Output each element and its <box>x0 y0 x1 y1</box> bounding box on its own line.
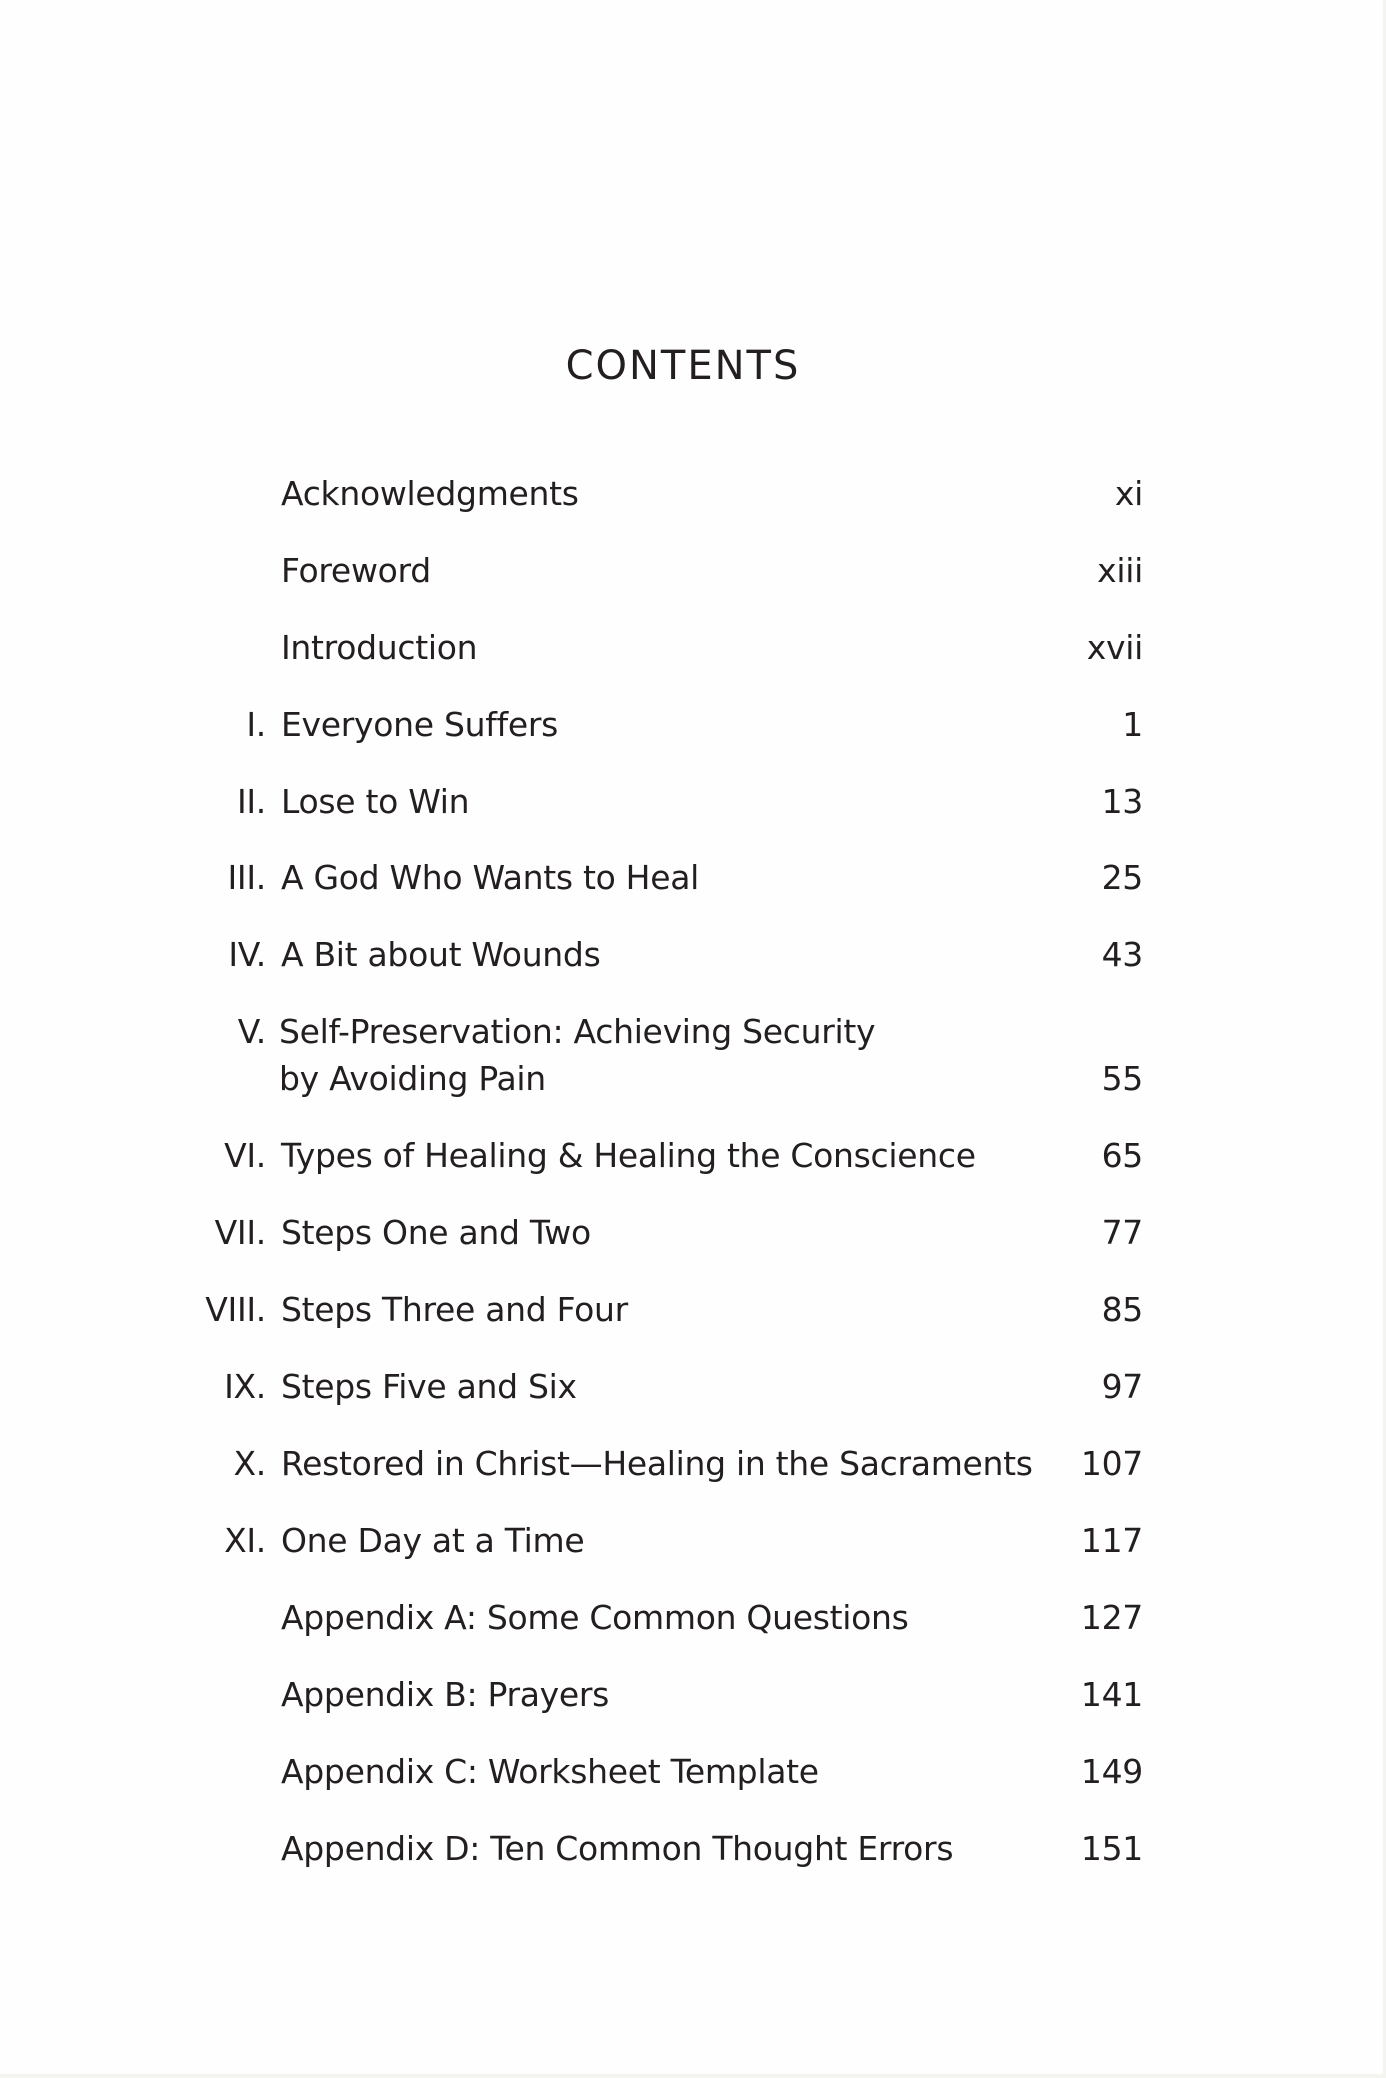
entry-title: Appendix A: Some Common Questions <box>281 1598 909 1637</box>
page-number: xvii <box>1086 628 1143 667</box>
entry-title: Everyone Suffers <box>281 705 559 744</box>
page-number: 65 <box>1101 1136 1143 1175</box>
page-number: 149 <box>1080 1752 1143 1791</box>
entry-title: Steps Three and Four <box>281 1290 628 1329</box>
entry-title: A Bit about Wounds <box>281 935 601 974</box>
entry-title: Foreword <box>281 551 431 590</box>
chapter-number: III. <box>227 858 266 897</box>
page-number: 85 <box>1101 1290 1143 1329</box>
entry-title: Acknowledgments <box>281 474 579 513</box>
chapter-number: IX. <box>224 1367 266 1406</box>
entry-title: Appendix C: Worksheet Template <box>281 1752 819 1791</box>
chapter-number: XI. <box>224 1521 266 1560</box>
chapter-number: VI. <box>224 1136 266 1175</box>
entry-title: Types of Healing & Healing the Conscience <box>281 1136 976 1175</box>
entry-title: Restored in Christ—Healing in the Sacraments <box>281 1444 1033 1483</box>
entry-title-line-2: by Avoiding Pain <box>279 1059 546 1098</box>
entry-title: Appendix D: Ten Common Thought Errors <box>281 1829 954 1868</box>
chapter-number: II. <box>236 782 266 821</box>
page-number: 43 <box>1101 935 1143 974</box>
page-number: 1 <box>1122 705 1143 744</box>
entry-title-line-1: Self-Preservation: Achieving Security <box>279 1012 876 1051</box>
page-number: 127 <box>1080 1598 1143 1637</box>
page-number: 55 <box>1101 1059 1143 1098</box>
page-number: 117 <box>1080 1521 1143 1560</box>
page-number: 77 <box>1101 1213 1143 1252</box>
entry-title: One Day at a Time <box>281 1521 585 1560</box>
chapter-number: VII. <box>214 1213 266 1252</box>
page-number: 141 <box>1080 1675 1143 1714</box>
entry-title: Appendix B: Prayers <box>281 1675 610 1714</box>
chapter-number: X. <box>233 1444 266 1483</box>
page-number: 25 <box>1101 858 1143 897</box>
entry-title: Steps Five and Six <box>281 1367 577 1406</box>
entry-title: Introduction <box>281 628 478 667</box>
chapter-number: V. <box>237 1012 266 1051</box>
contents-title: CONTENTS <box>565 343 801 389</box>
page-number: xi <box>1114 474 1143 513</box>
page-number: 97 <box>1101 1367 1143 1406</box>
entry-title: Steps One and Two <box>281 1213 591 1252</box>
page-number: xiii <box>1097 551 1143 590</box>
page-number: 107 <box>1080 1444 1143 1483</box>
entry-title <box>279 1008 875 1102</box>
page-number: 13 <box>1101 782 1143 821</box>
chapter-number: VIII. <box>205 1290 266 1329</box>
chapter-number: I. <box>246 705 266 744</box>
entry-title: Lose to Win <box>281 782 470 821</box>
chapter-number: IV. <box>228 935 266 974</box>
page-number: 151 <box>1080 1829 1143 1868</box>
entry-title: A God Who Wants to Heal <box>281 858 699 897</box>
